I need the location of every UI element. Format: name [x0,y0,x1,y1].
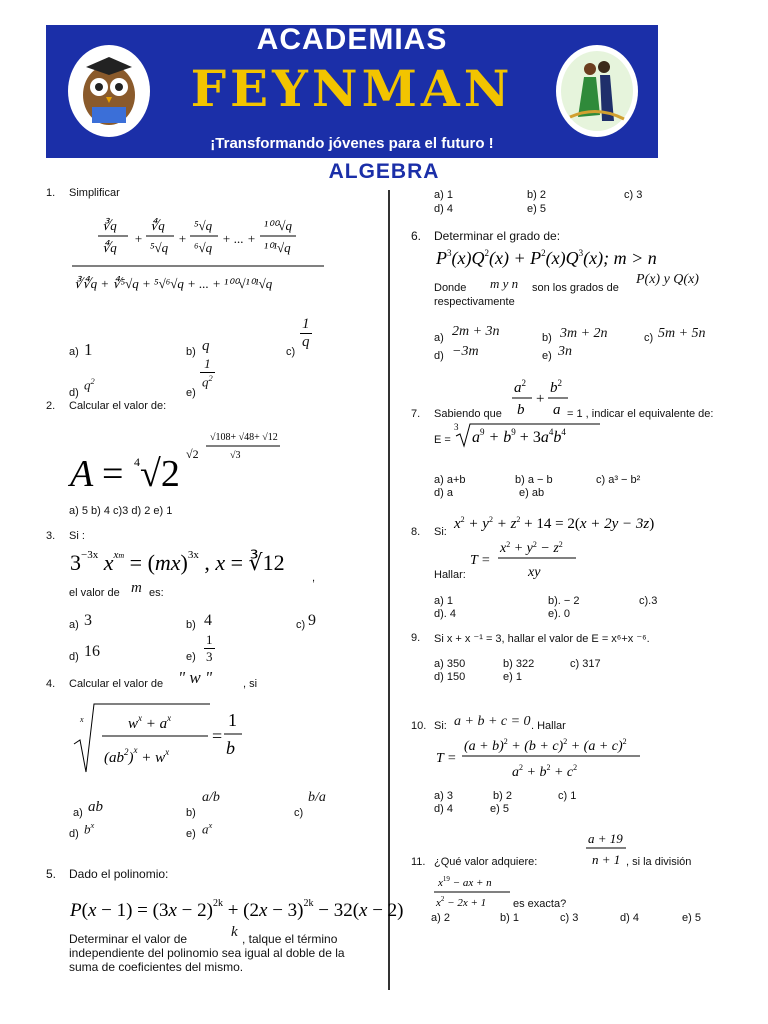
p11-opt-e: e) 5 [682,912,701,924]
p7-opt-a: a) a+b [434,474,466,486]
p11-exacta: es exacta? [513,898,567,910]
p5-desc1b: , talque el término [242,932,338,946]
p10-opt-e: e) 5 [490,803,509,815]
p4-opt-b: b) [186,807,196,819]
p7-expression [454,420,604,453]
p6-opt-a-val: 2m + 3n [452,324,500,339]
academy-name: FEYNMAN [190,59,514,118]
svg-text:+ ... +: + ... + [222,231,256,246]
svg-text:P(x − 1) = (3x − 2)2k + (2x −: $P(x - 1) = (3x - 2)^{2k} + (2x - 3)^{2k} - 32(x - 2)$ [70,898,404,921]
svg-text:1: 1 [228,710,237,730]
p6-opt-c: c) [644,332,654,344]
p4-opt-c-num: b [308,790,315,805]
p3-opt-c-val: 9 [308,612,316,629]
p4-opt-b-num: a [202,790,209,805]
p8-opt-b: b). − 2 [548,595,580,607]
p3-opt-e-num: 1 [206,632,213,647]
p3-comma: , [312,572,316,584]
p4-number: 4. [46,678,56,690]
p4-opt-c: c) [294,807,304,819]
svg-text:⁵√q: ⁵√q [150,240,169,255]
svg-text:⁶√q: ⁶√q [194,240,213,255]
p8-si: Si: [434,526,447,538]
p5-desc3: suma de coeficientes del mismo. [69,960,244,974]
svg-text:x2 + y2 + z2 + 14 = 2(x + 2y −: $x^2 + y^2 + z^2 + 14 = 2(x + 2y - 3z)$ [454,515,655,532]
svg-text:x2 + y2 − z2: $x^2 + y^2 - z^2$ [500,540,563,556]
p6-pq: P(x) y Q(x) [636,272,699,287]
svg-text:(a + b)2 + (b + c)2 + (a + c)2: $(a + b)^2 + (b + c)^2 + (a + c)^2$ [464,737,627,754]
p1-opt-c-den: q [302,334,310,350]
p3-expression [70,542,320,587]
p4-opt-d-base: b [84,821,91,837]
p10-hallar: . Hallar [531,720,566,732]
academy-label: ACADEMIAS [256,23,448,56]
p9-opt-d: d) 150 [434,671,466,683]
p2-options: a) 5 b) 4 c)3 d) 2 e) 1 [69,505,173,517]
p6-opt-d: d) [434,350,444,362]
p3-m: m [131,580,142,596]
p11-opt-d: d) 4 [620,912,639,924]
p6-statement: Determinar el grado de: [434,229,561,243]
p6-opt-e: e) [542,350,552,362]
svg-text:T =: T = [436,751,457,766]
p3-opt-d: d) [69,651,79,663]
p10-opt-a: a) 3 [434,790,453,802]
p6-opt-d-val: −3m [452,344,479,359]
p9-opt-c: c) 317 [570,658,601,670]
p6-opt-e-val: 3n [558,344,572,359]
svg-text:wx + ax: $w^x + a^x$ [128,713,172,732]
p4-statement-end: , si [243,678,258,690]
p1-opt-e-den: q [202,374,209,390]
svg-text:x2 − 2x + 1: $x^2 - 2x + 1$ [436,895,487,909]
svg-text:=: = [102,453,124,495]
p4-opt-d: d) [69,828,79,840]
svg-text:3−3x xxm = (mx)3x , x = ∛12: $3^{-3x}$ $x^{xm} = (mx)^{3x}$ , x = ∛12 [70,549,285,575]
p4-opt-d-val: $b^x$ [84,820,95,837]
p1-expression [72,212,328,305]
svg-text:⁵√q: ⁵√q [194,218,213,233]
svg-text:n + 1: n + 1 [592,852,621,867]
svg-text:a2 + b2 + c2: $a^2 + b^2 + c^2$ [512,763,578,780]
p6-son: son los grados de [532,282,619,294]
p7-statement: Sabiendo que [434,408,502,420]
svg-text:+: + [178,231,187,246]
p3-opt-a: a) [69,619,79,631]
p5-desc2: independiente del polinomio sea igual al doble de la [69,946,345,960]
p11-fraction [586,830,626,875]
p4-opt-c-val: b/a [308,790,326,805]
p3-number: 3. [46,530,56,542]
column-divider [388,190,390,990]
p6-opt-a: a) [434,332,444,344]
p2-expression [70,418,300,505]
p1-opt-a: a) [69,346,79,358]
p7-fraction [510,376,570,425]
p3-opt-e-den: 3 [206,649,213,664]
p1-opt-b: b) [186,346,196,358]
p6-mn: m y n [490,276,519,291]
p8-opt-a: a) 1 [434,595,453,607]
tr-opt-a: a) 1 [434,189,453,201]
svg-text:a + 19: a + 19 [588,831,623,846]
p6-opt-b: b) [542,332,552,344]
svg-text:P3(x)Q2(x) + P2(x)Q3(x); m >: $P^3(x)Q^2(x) + P^2(x)Q^3(x)$; m > n [436,248,657,268]
svg-text:b: b [226,738,235,758]
p5-expression [70,890,404,929]
svg-text:+: + [536,391,545,407]
p1-opt-d-base: q [84,377,91,393]
owl-mascot-icon [68,45,150,137]
p9-opt-e: e) 1 [503,671,522,683]
p10-opt-d: d) 4 [434,803,453,815]
svg-text:√2: √2 [186,447,199,461]
p4-opt-e: e) [186,828,196,840]
p11-statement-end: , si la división [626,856,692,868]
svg-text:xy: xy [528,565,541,580]
p3-opt-e-val [204,632,215,665]
svg-text:4: 4 [134,455,140,469]
p1-opt-b-val: q [202,338,210,354]
svg-text:¹⁰¹√q: ¹⁰¹√q [264,240,291,255]
p11-statement: ¿Qué valor adquiere: [434,856,538,868]
p1-opt-c: c) [286,346,296,358]
p8-condition [454,510,664,539]
p5-k: k [231,924,238,940]
tr-opt-b: b) 2 [527,189,546,201]
dancers-icon [556,45,638,137]
p3-after2: es: [149,587,164,599]
p2-statement: Calcular el valor de: [69,400,167,412]
svg-text:a9 + b9 + 3a4b4: $a^9 + b^9 + 3a^4b^4$ [472,427,566,446]
p1-statement: Simplificar [69,187,120,199]
p9-statement: Si x + x ⁻¹ = 3, hallar el valor de E = x⁶+x ⁻⁶. [434,633,650,645]
p3-after: el valor de [69,587,120,599]
p10-number: 10. [411,720,427,732]
svg-text:∛q: ∛q [102,218,117,233]
p6-opt-b-val: 3m + 2n [560,326,608,341]
p8-opt-e: e). 0 [548,608,571,620]
p8-opt-c: c).3 [639,595,658,607]
tr-opt-d: d) 4 [434,203,453,215]
p10-opt-c: c) 1 [558,790,577,802]
p6-donde: Donde [434,282,467,294]
slogan: ¡Transformando jóvenes para el futuro ! [210,135,494,152]
p10-condition: a + b + c = 0 [454,714,531,729]
p7-number: 7. [411,408,421,420]
p4-opt-e-val: $a^x$ [202,820,213,837]
tr-opt-c: c) 3 [624,189,643,201]
p1-opt-c-num: 1 [302,316,310,332]
p5-desc1: Determinar el valor de [69,932,188,946]
p3-opt-b-val: 4 [204,612,212,629]
p8-expression [470,538,580,587]
p4-opt-b-val: a/b [202,790,220,805]
p3-statement: Si : [69,530,85,542]
svg-text:¹⁰⁰√q: ¹⁰⁰√q [264,218,292,233]
p4-w: " w " [178,668,213,687]
p11-opt-a: a) 2 [431,912,450,924]
subject-title: ALGEBRA [328,160,440,183]
p6-resp: respectivamente [434,296,515,308]
svg-text:∛∜q + ∜⁵√q + ⁵√⁶√q + ... + ¹⁰⁰: ∛∜q + ∜⁵√q + ⁵√⁶√q + ... + ¹⁰⁰√¹⁰¹√q [74,276,273,291]
p11-opt-b: b) 1 [500,912,519,924]
p5-statement: Dado el polinomio: [69,867,169,881]
p7-opt-e: e) ab [519,487,545,499]
svg-text:T =: T = [470,553,491,568]
p3-opt-c: c) [296,619,306,631]
p8-opt-d: d). 4 [434,608,457,620]
p3-opt-e: e) [186,651,196,663]
p3-opt-d-val: 16 [84,643,100,660]
p10-opt-b: b) 2 [493,790,512,802]
header-banner [46,25,658,158]
p1-opt-e: e) [186,387,196,399]
svg-text:a: a [553,402,561,418]
p4-opt-e-base: a [202,821,209,837]
svg-text:=: = [212,726,223,746]
svg-text:b: b [517,402,525,418]
p10-expression [436,732,646,787]
p8-number: 8. [411,526,421,538]
p1-opt-d-val: $q^2$ [84,376,95,393]
svg-text:A: A [70,453,94,495]
p6-number: 6. [411,229,422,243]
svg-text:+: + [134,231,143,246]
p7-opt-b: b) a − b [515,474,553,486]
svg-text:a2: $a^2$ [514,378,526,396]
p4-opt-c-den: a [318,790,326,805]
p9-number: 9. [411,632,421,644]
p3-opt-b: b) [186,619,196,631]
p1-opt-c-val [300,316,312,351]
tr-opt-e: e) 5 [527,203,546,215]
p4-statement: Calcular el valor de [69,678,164,690]
p10-si: Si: [434,720,447,732]
p6-opt-c-val: 5m + 5n [658,326,706,341]
p4-expression [72,700,252,781]
p11-number: 11. [411,856,426,868]
p7-opt-c: c) a³ − b² [596,474,641,486]
p4-opt-a: a) [73,807,83,819]
p1-opt-d: d) [69,387,79,399]
p11-opt-c: c) 3 [560,912,579,924]
p4-opt-a-val: ab [88,799,103,815]
p2-number: 2. [46,400,56,412]
p1-opt-e-val: $\frac{1}{q^2}$ [202,356,213,390]
svg-text:(ab2)x + wx: $(ab^2)^x + w^x$ [104,745,170,766]
p7-opt-d: d) a [434,487,453,499]
p1-opt-a-val: 1 [84,340,93,359]
svg-text:√108+ √48+ √12: √108+ √48+ √12 [210,432,278,443]
p8-hallar: Hallar: [434,569,466,581]
svg-text:√2: √2 [140,453,180,495]
p4-opt-b-den: b [212,790,220,805]
p3-opt-a-val: 3 [84,612,92,629]
svg-text:√3: √3 [230,450,241,461]
p5-number: 5. [46,867,57,881]
svg-text:x19 − ax + n: $x^{19}$ − ax + n [438,875,492,889]
svg-text:x: x [80,715,84,724]
p7-eq: = 1 , indicar el equivalente de: [567,408,714,420]
p9-opt-b: b) 322 [503,658,535,670]
svg-text:3: 3 [454,422,459,432]
svg-text:b2: $b^2$ [550,378,562,396]
p1-opt-e-num: 1 [200,356,215,373]
svg-text:∜q: ∜q [102,240,117,255]
p1-number: 1. [46,187,56,199]
p9-opt-a: a) 350 [434,658,466,670]
svg-text:∜q: ∜q [150,218,165,233]
p7-e-label: E = [434,434,451,446]
